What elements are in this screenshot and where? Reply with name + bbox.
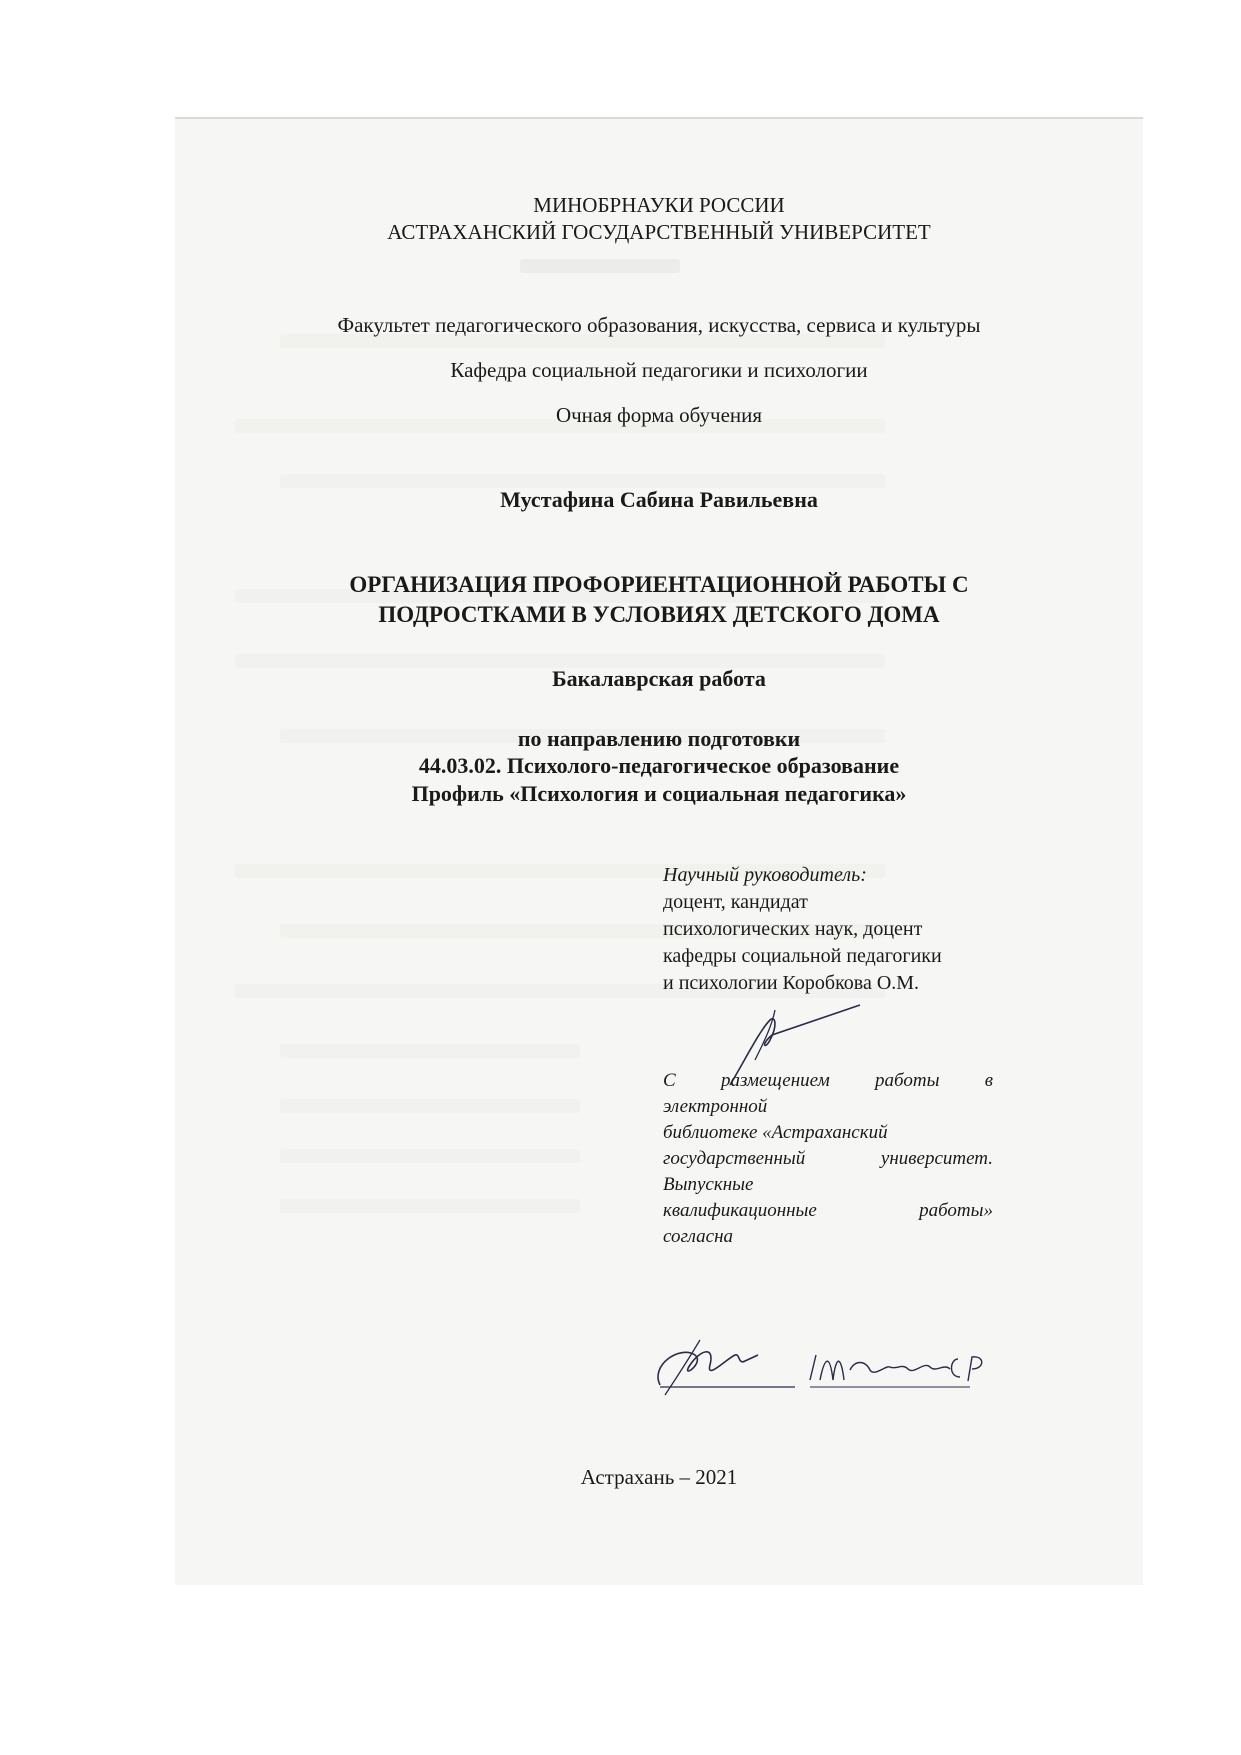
consent-word: в: [984, 1070, 993, 1091]
consent-line: электронной: [663, 1096, 768, 1117]
study-form: Очная форма обучения: [555, 403, 763, 427]
bleed-through-line: [280, 1199, 580, 1213]
consent-line: библиотеке «Астраханский: [663, 1122, 888, 1143]
direction-line-1: по направлению подготовки: [517, 726, 801, 751]
consent-line: [663, 1146, 993, 1172]
consent-line: [663, 1198, 993, 1224]
faculty-name: Факультет педагогического образования, искусства, сервиса и культуры: [337, 313, 981, 337]
advisor-line: психологических наук, доцент: [663, 918, 923, 940]
advisor-line: доцент, кандидат: [663, 891, 808, 913]
advisor-caption: Научный руководитель:: [663, 864, 867, 886]
library-consent-block: [663, 1068, 993, 1250]
department-name: Кафедра социальной педагогики и психологии: [450, 358, 868, 382]
author-name: Мустафина Сабина Равильевна: [500, 487, 818, 512]
work-type: Бакалаврская работа: [552, 666, 766, 691]
bleed-through-line: [280, 1044, 580, 1058]
consent-line: согласна: [663, 1226, 733, 1247]
consent-word: С: [663, 1070, 676, 1091]
city-and-year: Астрахань – 2021: [580, 1465, 738, 1489]
university-name: АСТРАХАНСКИЙ ГОСУДАРСТВЕННЫЙ УНИВЕРСИТЕТ: [387, 220, 931, 244]
bleed-through-line: [280, 1099, 580, 1113]
scientific-advisor-block: [663, 862, 993, 997]
consent-word: университет.: [880, 1148, 993, 1169]
consent-word: размещением: [720, 1070, 830, 1091]
advisor-line: кафедры социальной педагогики: [663, 945, 942, 967]
consent-word: квалификационные: [663, 1200, 817, 1221]
thesis-title-line-2: ПОДРОСТКАМИ В УСЛОВИЯХ ДЕТСКОГО ДОМА: [378, 602, 940, 627]
bleed-through-line: [520, 259, 680, 273]
consent-word: работы: [875, 1070, 940, 1091]
bleed-through-line: [280, 1149, 580, 1163]
consent-line: [663, 1068, 993, 1094]
student-signature-graphic: [640, 1325, 1000, 1405]
consent-word: работы»: [919, 1200, 993, 1221]
thesis-title-line-1: ОРГАНИЗАЦИЯ ПРОФОРИЕНТАЦИОННОЙ РАБОТЫ С: [349, 572, 969, 597]
direction-line-2: 44.03.02. Психолого-педагогическое образование: [418, 753, 900, 778]
consent-line: Выпускные: [663, 1174, 754, 1195]
advisor-line: и психологии Коробкова О.М.: [663, 972, 920, 994]
ministry-name: МИНОБРНАУКИ РОССИИ: [533, 193, 785, 217]
bleed-through-line: [280, 474, 885, 488]
consent-word: государственный: [663, 1148, 806, 1169]
student-signature: [640, 1325, 1000, 1405]
direction-line-3: Профиль «Психология и социальная педагогика»: [411, 781, 907, 806]
